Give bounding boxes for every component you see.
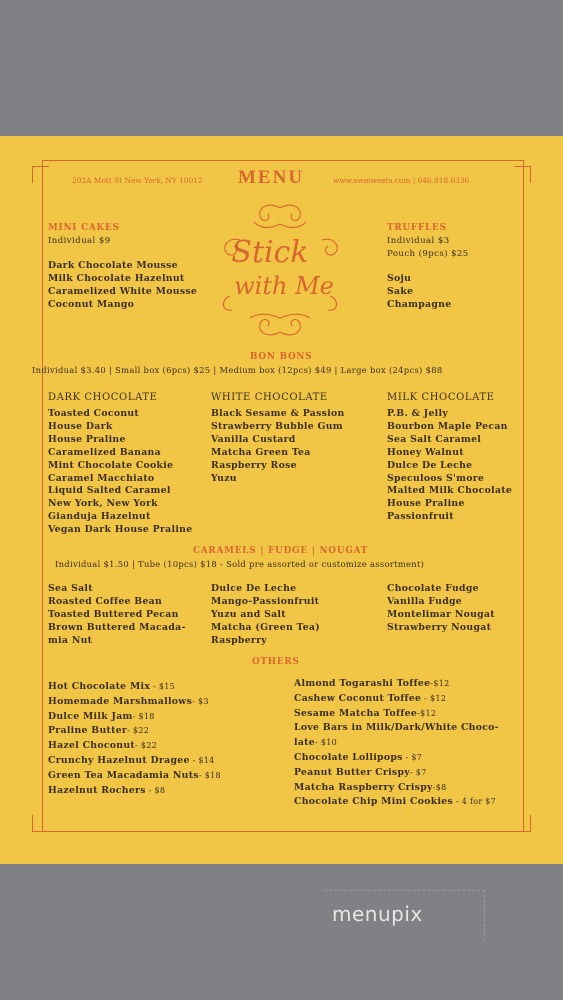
contact-info: www.swmweets.com | 646.918.6336: [333, 176, 470, 185]
list-item: Toasted Coconut: [48, 408, 140, 419]
truffles-price-individual: Individual $3: [387, 236, 450, 246]
truffles-list: [387, 273, 451, 312]
list-item: Black Sesame & Passion: [211, 408, 345, 419]
list-item: Vanilla Fudge: [387, 595, 463, 607]
list-item: Chocolate Fudge: [387, 583, 479, 594]
list-item: Dark Chocolate Mousse: [48, 260, 178, 271]
list-item: Praline Butter- $22: [48, 725, 150, 737]
list-item: Vegan Dark House Praline: [48, 524, 193, 536]
list-item: late- $10: [294, 737, 337, 749]
list-item: Coconut Mango: [48, 298, 135, 310]
list-item: Passionfruit: [387, 511, 454, 523]
milk-chocolate-heading: MILK CHOCOLATE: [387, 392, 495, 403]
list-item: Strawberry Bubble Gum: [211, 420, 343, 432]
list-item: Almond Togarashi Toffee-$12: [294, 678, 450, 689]
list-item: Vanilla Custard: [211, 433, 296, 445]
list-item: Raspberry Rose: [211, 459, 297, 471]
mini-cakes-list: [48, 260, 197, 312]
svg-text:with Me: with Me: [234, 272, 334, 300]
list-item: House Dark: [48, 420, 113, 432]
list-item: Soju: [387, 273, 412, 284]
caramels-prices: Individual $1.50 | Tube (10pcs) $18 - Sold pre assorted or customize assortment): [55, 559, 425, 569]
list-item: House Praline: [387, 498, 465, 510]
truffles-price-pouch: Pouch (9pcs) $25: [387, 249, 469, 259]
list-item: Hazelnut Rochers - $8: [48, 784, 166, 796]
truffles-heading: TRUFFLES: [387, 223, 447, 233]
list-item: Dulce Milk Jam- $18: [48, 710, 155, 722]
dark-chocolate-heading: DARK CHOCOLATE: [48, 392, 158, 403]
list-item: Green Tea Macadamia Nuts- $18: [48, 769, 221, 781]
menupix-watermark: menupix: [332, 902, 423, 926]
list-item: Brown Buttered Macada-: [48, 621, 186, 633]
caramels-heading: CARAMELS | FUDGE | NOUGAT: [193, 546, 369, 556]
frame-corner-ornament: [514, 815, 531, 832]
list-item: Raspberry: [211, 634, 268, 646]
list-item: Sea Salt: [48, 583, 93, 594]
mini-cakes-price: Individual $9: [48, 236, 111, 246]
list-item: House Praline: [48, 433, 126, 445]
list-item: Champagne: [387, 298, 452, 310]
list-item: Malted Milk Chocolate: [387, 485, 513, 497]
list-item: mia Nut: [48, 634, 93, 646]
white-chocolate-list: [211, 408, 345, 485]
list-item: Caramel Macchiato: [48, 472, 155, 484]
white-chocolate-heading: WHITE CHOCOLATE: [211, 392, 328, 403]
bonbons-heading: BON BONS: [250, 352, 313, 362]
frame-corner-ornament: [32, 815, 49, 832]
list-item: Liquid Salted Caramel: [48, 485, 171, 497]
list-item: Dulce De Leche: [211, 583, 297, 594]
list-item: Strawberry Nougat: [387, 621, 492, 633]
others-list-right: [294, 677, 499, 810]
list-item: Yuzu and Salt: [211, 608, 286, 620]
list-item: Milk Chocolate Hazelnut: [48, 272, 185, 284]
list-item: Roasted Coffee Bean: [48, 595, 163, 607]
list-item: Hazel Choconut- $22: [48, 740, 158, 752]
list-item: Hot Chocolate Mix - $15: [48, 681, 176, 692]
caramels-list-3: [387, 583, 495, 635]
list-item: Speculoos S'more: [387, 472, 485, 484]
logo-flourish-icon: [210, 200, 350, 340]
list-item: Matcha Raspberry Crispy-$8: [294, 781, 447, 793]
list-item: Cashew Coconut Toffee - $12: [294, 692, 447, 704]
caramels-list-2: [211, 583, 320, 648]
stick-with-me-logo: [210, 200, 350, 340]
dark-chocolate-list: [48, 408, 192, 537]
list-item: Crunchy Hazelnut Dragee - $14: [48, 754, 215, 766]
list-item: Chocolate Chip Mini Cookies - 4 for $7: [294, 796, 497, 808]
list-item: Yuzu: [211, 472, 237, 484]
list-item: Matcha Green Tea: [211, 446, 311, 458]
bonbons-prices: Individual $3.40 | Small box (6pcs) $25 | Medium box (12pcs) $49 | Large box (24pcs) $88: [32, 365, 443, 375]
list-item: Gianduja Hazelnut: [48, 511, 151, 523]
list-item: New York, New York: [48, 498, 158, 510]
page-title: MENU: [238, 167, 305, 188]
list-item: Sake: [387, 285, 414, 297]
list-item: Sea Salt Caramel: [387, 433, 482, 445]
milk-chocolate-list: [387, 408, 512, 524]
list-item: Caramelized Banana: [48, 446, 161, 458]
caramels-list-1: [48, 583, 186, 648]
list-item: Caramelized White Mousse: [48, 285, 198, 297]
list-item: Peanut Butter Crispy- $7: [294, 766, 427, 778]
list-item: Love Bars in Milk/Dark/White Choco-: [294, 722, 499, 734]
others-heading: OTHERS: [252, 657, 300, 667]
address: 202A Mott St New York, NY 10012: [72, 176, 203, 185]
svg-text:Stick: Stick: [231, 235, 309, 270]
list-item: Montelimar Nougat: [387, 608, 495, 620]
list-item: Dulce De Leche: [387, 459, 473, 471]
others-list-left: [48, 680, 221, 798]
frame-corner-ornament: [32, 166, 49, 183]
list-item: Mango-Passionfruit: [211, 595, 320, 607]
list-item: Toasted Buttered Pecan: [48, 608, 179, 620]
list-item: Sesame Matcha Toffee-$12: [294, 707, 437, 719]
list-item: P.B. & Jelly: [387, 408, 449, 419]
list-item: Homemade Marshmallows- $3: [48, 695, 209, 707]
list-item: Mint Chocolate Cookie: [48, 459, 174, 471]
list-item: Honey Walnut: [387, 446, 464, 458]
list-item: Matcha (Green Tea): [211, 621, 320, 633]
list-item: Bourbon Maple Pecan: [387, 420, 508, 432]
list-item: Chocolate Lollipops - $7: [294, 751, 423, 763]
mini-cakes-heading: MINI CAKES: [48, 223, 120, 233]
frame-corner-ornament: [514, 166, 531, 183]
